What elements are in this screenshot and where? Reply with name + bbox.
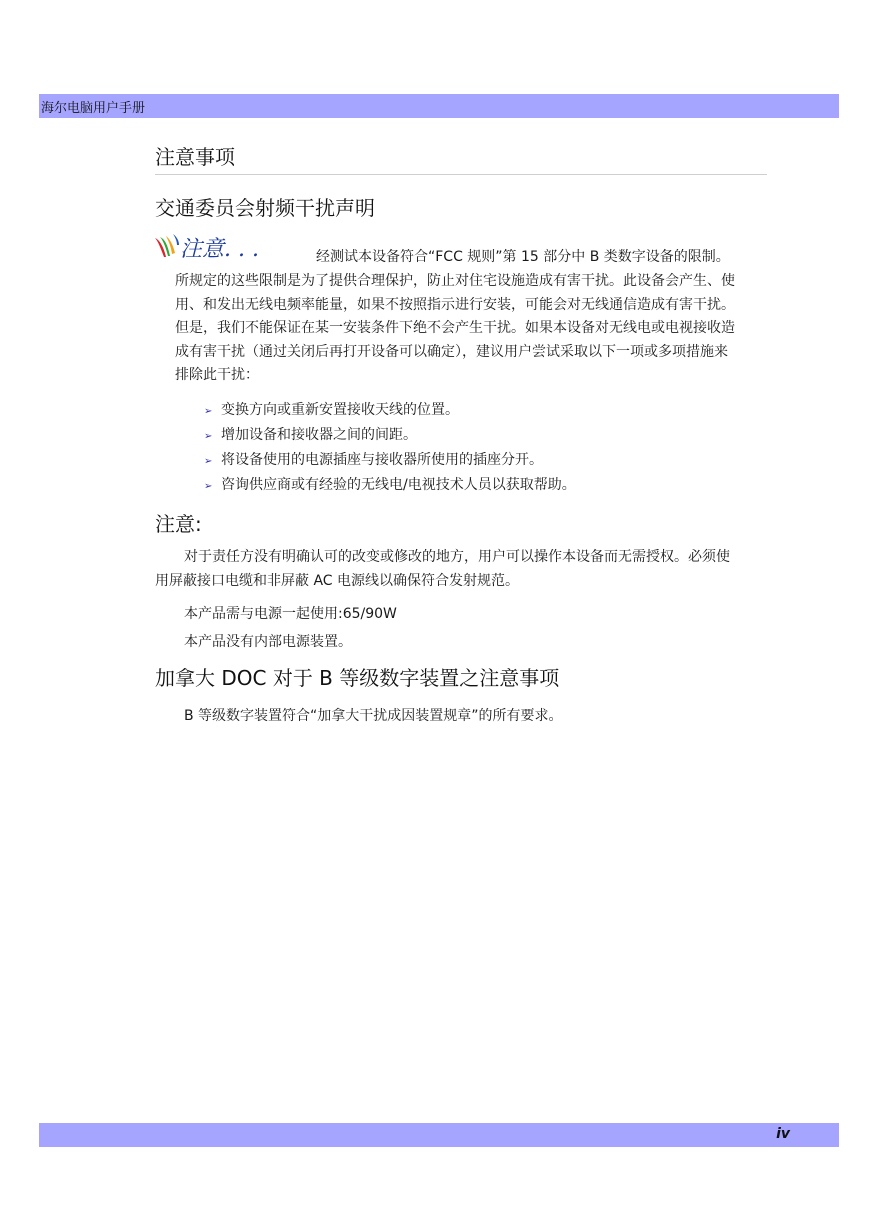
arrow-bullet-icon: ➢	[204, 481, 213, 492]
internal-power-note: 本产品没有内部电源装置。	[184, 634, 352, 650]
caution-heading: 注意:	[155, 512, 202, 536]
fcc-first-line: 经测试本设备符合“FCC 规则”第 15 部分中 B 类数字设备的限制。	[316, 249, 730, 265]
canada-doc-text: B 等级数字装置符合“加拿大干扰成因装置规章”的所有要求。	[184, 708, 563, 724]
interference-measures-list	[204, 398, 576, 498]
caution-paragraph: 对于责任方没有明确认可的改变或修改的地方，用户可以操作本设备而无需授权。必须使 用屏蔽接口电缆和非屏蔽 AC 电源线以确保符合发射规范。	[155, 549, 730, 589]
footer-bar	[39, 1123, 839, 1147]
list-item: ➢ 咨询供应商或有经验的无线电/电视技术人员以获取帮助。	[204, 473, 576, 498]
arrow-bullet-icon: ➢	[204, 431, 213, 442]
list-item: ➢ 增加设备和接收器之间的间距。	[204, 423, 576, 448]
section-divider	[155, 174, 767, 175]
notice-logo-icon	[152, 231, 297, 265]
section-title: 注意事项	[155, 145, 235, 169]
manual-title: 海尔电脑用户手册	[41, 101, 146, 116]
page-number: iv	[776, 1126, 790, 1142]
fcc-heading: 交通委员会射频干扰声明	[155, 196, 375, 220]
list-item: ➢ 将设备使用的电源插座与接收器所使用的插座分开。	[204, 448, 576, 473]
header-bar	[39, 94, 839, 118]
arrow-bullet-icon: ➢	[204, 456, 213, 467]
notice-logo-text: 注意. . .	[180, 237, 259, 262]
power-requirement-note: 本产品需与电源一起使用:65/90W	[184, 606, 397, 622]
list-item: ➢ 变换方向或重新安置接收天线的位置。	[204, 398, 576, 423]
canada-doc-heading: 加拿大 DOC 对于 B 等级数字装置之注意事项	[155, 666, 560, 690]
fcc-paragraph: 所规定的这些限制是为了提供合理保护，防止对住宅设施造成有害干扰。此设备会产生、使 用、和发出无线电频率能量，如果不按照指示进行安装，可能会对无线通信造成有害干扰。 但是，我们不能保证在某一安装条件下绝不会产生干扰。如果本设备对无线电或电视接收造 成有害干扰（通过关闭后再打开设备可以确定），建议用户尝试采取以下一项或多项措施来 排除此干扰：	[175, 273, 735, 384]
arrow-bullet-icon: ➢	[204, 406, 213, 417]
